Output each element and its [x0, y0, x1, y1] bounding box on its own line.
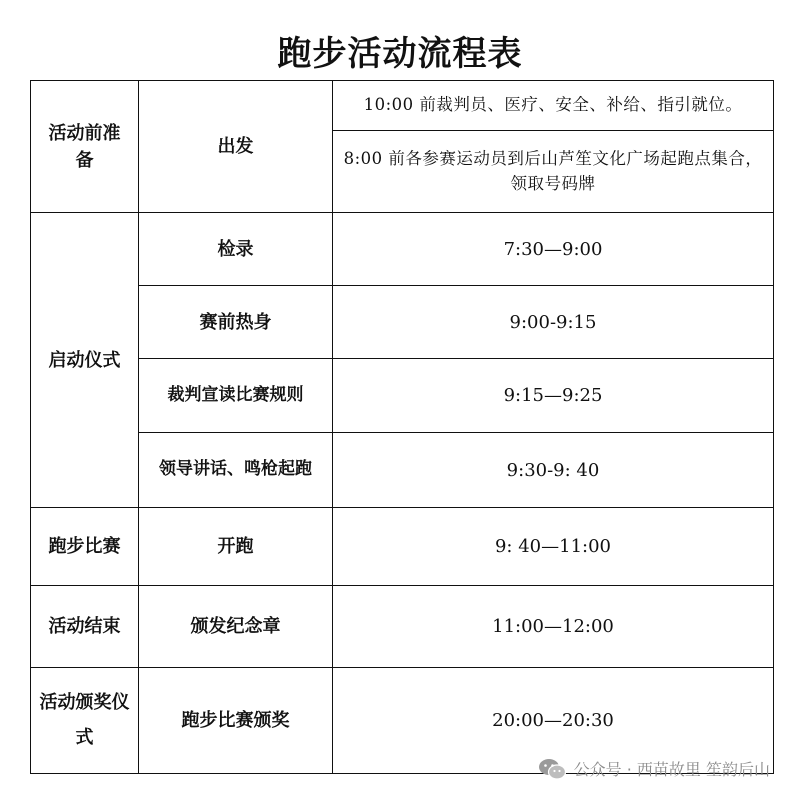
time-cell: 9: 40—11:00: [333, 508, 774, 586]
wechat-icon: [538, 758, 566, 780]
item-cell: 检录: [139, 213, 333, 286]
item-cell: 跑步比赛颁奖: [139, 668, 333, 774]
time-cell: 11:00—12:00: [333, 586, 774, 668]
watermark: [538, 757, 770, 780]
item-cell: 赛前热身: [139, 286, 333, 359]
item-cell: 颁发纪念章: [139, 586, 333, 668]
stage-cell: 启动仪式: [31, 213, 139, 508]
stage-cell: 跑步比赛: [31, 508, 139, 586]
time-cell: 9:15—9:25: [333, 359, 774, 433]
time-cell: 10:00 前裁判员、医疗、安全、补给、指引就位。: [333, 81, 774, 131]
table-row: [31, 433, 774, 508]
time-cell: 8:00 前各参赛运动员到后山芦笙文化广场起跑点集合，领取号码牌: [333, 131, 774, 213]
table-row: [31, 586, 774, 668]
table-row: [31, 359, 774, 433]
item-cell: 开跑: [139, 508, 333, 586]
time-cell: 9:30-9: 40: [333, 433, 774, 508]
item-cell: 出发: [139, 81, 333, 213]
stage-cell: 活动结束: [31, 586, 139, 668]
schedule-table: [30, 80, 774, 774]
time-cell: 7:30—9:00: [333, 213, 774, 286]
page-title: 跑步活动流程表: [277, 34, 523, 74]
table-row: [31, 286, 774, 359]
watermark-text: 公众号 · 西苗故里 笙韵后山: [573, 760, 770, 779]
table-row: [31, 81, 774, 131]
stage-cell: 活动颁奖仪式: [31, 668, 139, 774]
item-cell: 裁判宣读比赛规则: [139, 359, 333, 433]
item-cell: 领导讲话、鸣枪起跑: [139, 433, 333, 508]
stage-cell: 活动前准备: [31, 81, 139, 213]
table-row: [31, 508, 774, 586]
time-cell: 9:00-9:15: [333, 286, 774, 359]
time-cell: 20:00—20:30: [333, 668, 774, 774]
table-row: [31, 213, 774, 286]
